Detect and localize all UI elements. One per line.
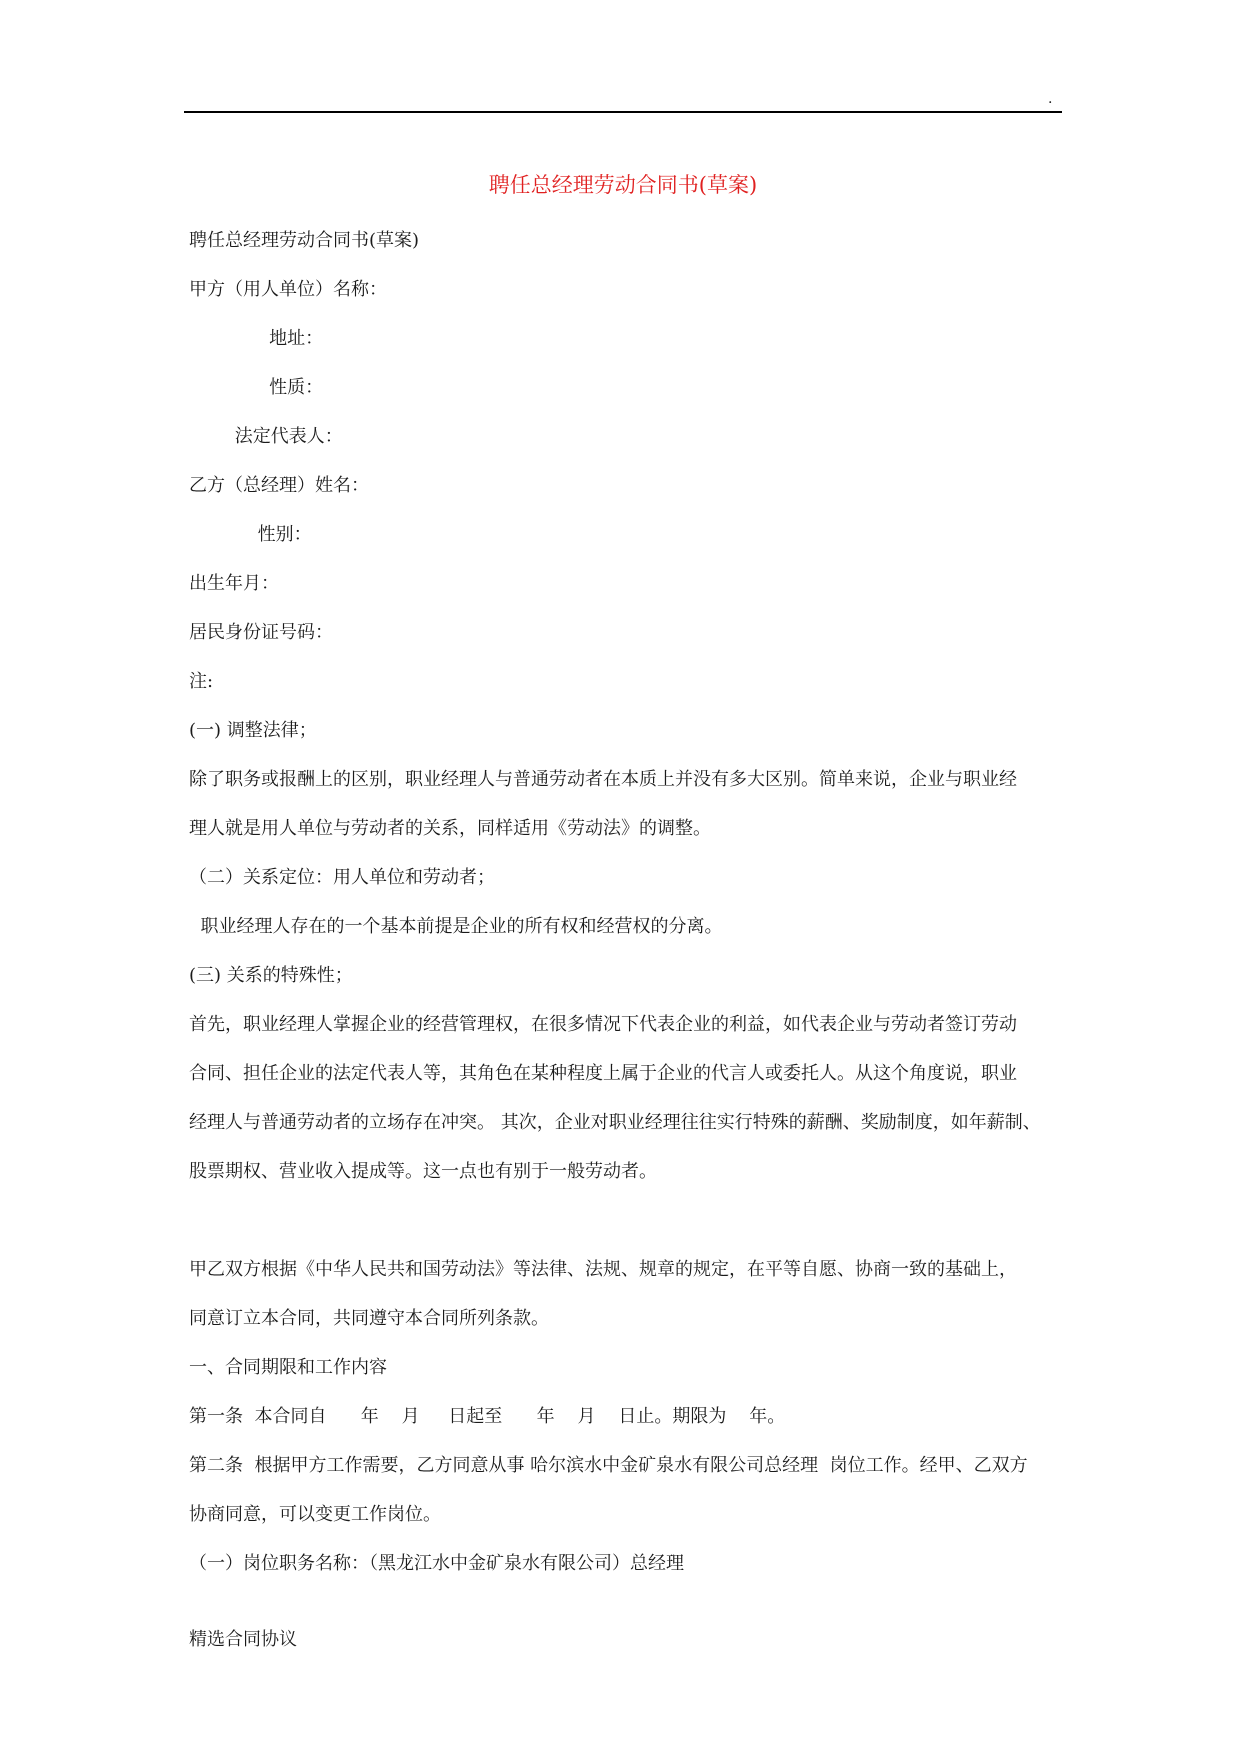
- body-line: 居民身份证号码：: [189, 622, 333, 643]
- body-line: 甲乙双方根据《中华人民共和国劳动法》等法律、法规、规章的规定，在平等自愿、协商一致的基础上，: [189, 1259, 1017, 1280]
- body-line: 理人就是用人单位与劳动者的关系，同样适用《劳动法》的调整。: [189, 818, 711, 839]
- body-line: 性别：: [189, 524, 312, 545]
- body-line: (三) 关系的特殊性；: [189, 965, 353, 986]
- body-line: 首先，职业经理人掌握企业的经营管理权，在很多情况下代表企业的利益，如代表企业与劳动者签订劳动: [189, 1014, 1017, 1035]
- body-line: 合同、担任企业的法定代表人等，其角色在某种程度上属于企业的代言人或委托人。从这个角度说，职业: [189, 1063, 1017, 1084]
- body-line: 注:: [189, 671, 214, 692]
- header-rule: [184, 111, 1062, 113]
- body-line: 一、合同期限和工作内容: [189, 1357, 387, 1378]
- footer-label: 精选合同协议: [189, 1629, 297, 1650]
- body-line: 乙方（总经理）姓名：: [189, 475, 369, 496]
- body-line: 职业经理人存在的一个基本前提是企业的所有权和经营权的分离。: [189, 916, 723, 937]
- body-line: （二）关系定位：用人单位和劳动者；: [189, 867, 495, 888]
- body-line: 聘任总经理劳动合同书(草案): [189, 230, 420, 251]
- body-line: （一）岗位职务名称：（黑龙江水中金矿泉水有限公司）总经理: [189, 1553, 684, 1574]
- document-title: 聘任总经理劳动合同书(草案): [488, 173, 758, 197]
- body-line: 协商同意，可以变更工作岗位。: [189, 1504, 441, 1525]
- body-line: 股票期权、营业收入提成等。这一点也有别于一般劳动者。: [189, 1161, 657, 1182]
- body-line: 地址：: [189, 328, 324, 349]
- body-line: 性质：: [189, 377, 324, 398]
- body-line: 除了职务或报酬上的区别，职业经理人与普通劳动者在本质上并没有多大区别。简单来说，企业与职业经: [189, 769, 1017, 790]
- body-line: 出生年月：: [189, 573, 279, 594]
- body-line: 甲方（用人单位）名称：: [189, 279, 387, 300]
- body-line: 经理人与普通劳动者的立场存在冲突。 其次，企业对职业经理往往实行特殊的薪酬、奖励制度，如年薪制、: [189, 1112, 1041, 1133]
- body-line: (一) 调整法律；: [189, 720, 317, 741]
- body-line: 第二条 根据甲方工作需要，乙方同意从事 哈尔滨水中金矿泉水有限公司总经理 岗位工作。经甲、乙双方: [189, 1455, 1028, 1476]
- page-mark: .: [1048, 91, 1053, 107]
- body-line: 第一条 本合同自 年 月 日起至 年 月 日止。期限为 年。: [189, 1406, 786, 1427]
- body-line: 同意订立本合同，共同遵守本合同所列条款。: [189, 1308, 549, 1329]
- body-line: 法定代表人：: [189, 426, 343, 447]
